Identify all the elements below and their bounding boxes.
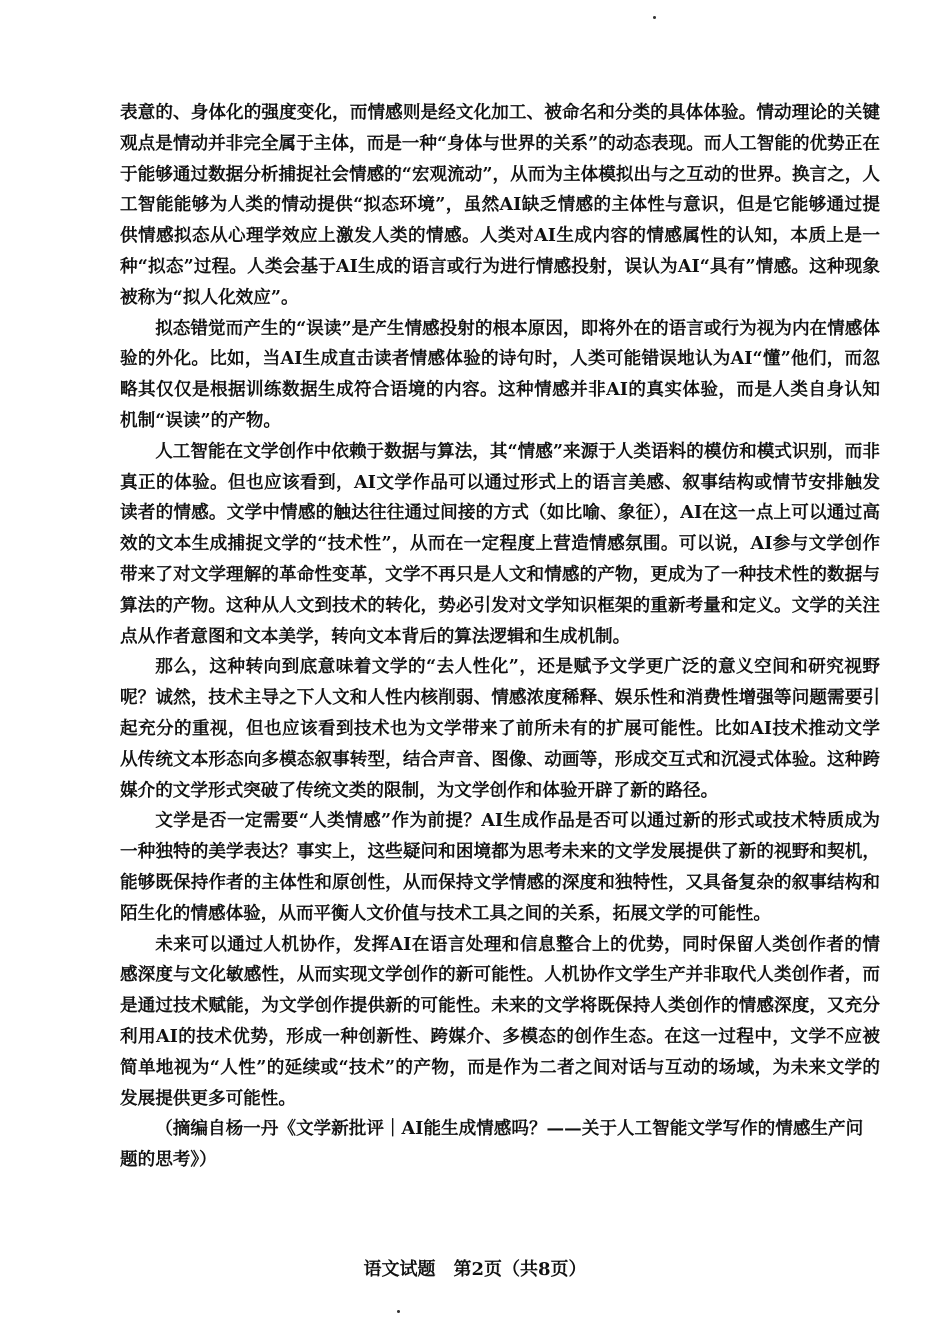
article-body [120,98,880,1176]
paragraph: 未来可以通过人机协作，发挥AI在语言处理和信息整合上的优势，同时保留人类创作者的情感深度与文化敏感性，从而实现文学创作的新可能性。人机协作文学生产并非取代人类创作者，而是通过技术赋能，为文学创作提供新的可能性。未来的文学将既保持人类创作的情感深度，又充分利用AI的技术优势，形成一种创新性、跨媒介、多模态的创作生态。在这一过程中，文学不应被简单地视为“人性”的延续或“技术”的产物，而是作为二者之间对话与互动的场域，为未来文学的发展提供更多可能性。 [120,933,880,1109]
scan-speck [397,1310,400,1313]
paragraph-continued: 表意的、身体化的强度变化，而情感则是经文化加工、被命名和分类的具体体验。情动理论的关键观点是情动并非完全属于主体，而是一种“身体与世界的关系”的动态表现。而人工智能的优势正在于能够通过数据分析捕捉社会情感的“宏观流动”，从而为主体模拟出与之互动的世界。换言之，人工智能能够为人类的情动提供“拟态环境”，虽然AI缺乏情感的主体性与意识，但是它能够通过提供情感拟态从心理学效应上激发人类的情感。人类对AI生成内容的情感属性的认知，本质上是一种“拟态”过程。人类会基于AI生成的语言或行为进行情感投射，误认为AI“具有”情感。这种现象被称为“拟人化效应”。 [120,102,880,308]
paragraph: 那么，这种转向到底意味着文学的“去人性化”，还是赋予文学更广泛的意义空间和研究视野呢？诚然，技术主导之下人文和人性内核削弱、情感浓度稀释、娱乐性和消费性增强等问题需要引起充分的重视，但也应该看到技术也为文学带来了前所未有的扩展可能性。比如AI技术推动文学从传统文本形态向多模态叙事转型，结合声音、图像、动画等，形成交互式和沉浸式体验。这种跨媒介的文学形式突破了传统文类的限制，为文学创作和体验开辟了新的路径。 [120,656,880,801]
page-footer: 语文试题 第2页（共8页） [363,1259,587,1280]
source-citation: （摘编自杨一丹《文学新批评｜AI能生成情感吗？——关于人工智能文学写作的情感生产问题的思考》） [120,1118,864,1171]
paragraph: 拟态错觉而产生的“误读”是产生情感投射的根本原因，即将外在的语言或行为视为内在情感体验的外化。比如，当AI生成直击读者情感体验的诗句时，人类可能错误地认为AI“懂”他们，而忽略其仅仅是根据训练数据生成符合语境的内容。这种情感并非AI的真实体验，而是人类自身认知机制“误读”的产物。 [120,317,880,431]
paragraph: 人工智能在文学创作中依赖于数据与算法，其“情感”来源于人类语料的模仿和模式识别，而非真正的体验。但也应该看到，AI文学作品可以通过形式上的语言美感、叙事结构或情节安排触发读者的情感。文学中情感的触达往往通过间接的方式（如比喻、象征），AI在这一点上可以通过高效的文本生成捕捉文学的“技术性”，从而在一定程度上营造情感氛围。可以说，AI参与文学创作带来了对文学理解的革命性变革，文学不再只是人文和情感的产物，更成为了一种技术性的数据与算法的产物。这种从人文到技术的转化，势必引发对文学知识框架的重新考量和定义。文学的关注点从作者意图和文本美学，转向文本背后的算法逻辑和生成机制。 [120,440,880,647]
scan-speck [653,16,656,19]
paragraph: 文学是否一定需要“人类情感”作为前提？AI生成作品是否可以通过新的形式或技术特质成为一种独特的美学表达？事实上，这些疑问和困境都为思考未来的文学发展提供了新的视野和契机，能够既保持作者的主体性和原创性，从而保持文学情感的深度和独特性，又具备复杂的叙事结构和陌生化的情感体验，从而平衡人文价值与技术工具之间的关系，拓展文学的可能性。 [120,810,880,924]
